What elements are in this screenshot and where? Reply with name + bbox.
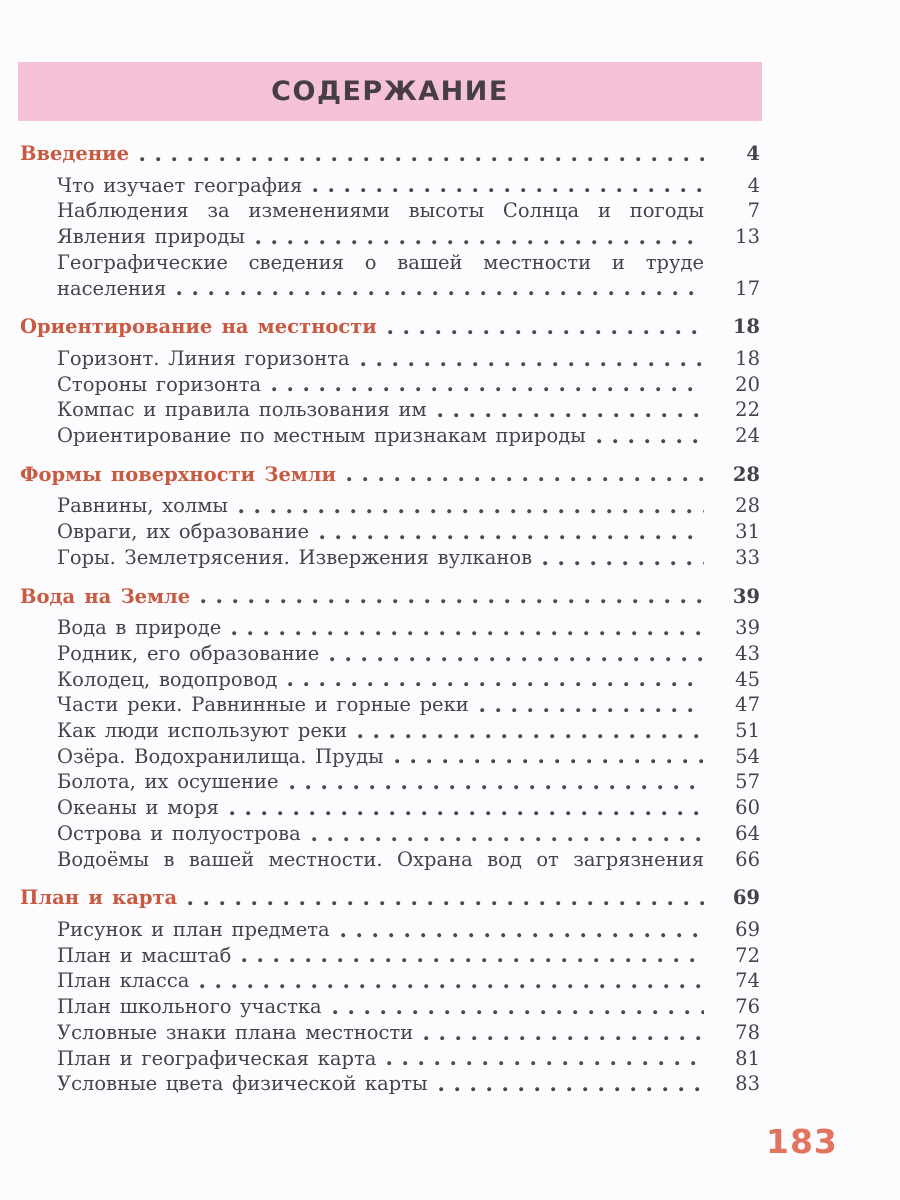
dot-leader [288, 769, 704, 795]
dot-leader [198, 968, 704, 994]
toc-item-title: План класса [57, 969, 190, 993]
toc-item-title: Стороны горизонта [57, 372, 262, 396]
dot-leader [595, 423, 704, 449]
toc-item-title: Горизонт. Линия горизонта [57, 346, 350, 370]
dot-leader [230, 615, 704, 641]
page-number: 24 [735, 424, 760, 448]
page-number: 45 [735, 667, 760, 691]
toc-item-title: Что изучает география [57, 173, 303, 197]
dot-leader [339, 917, 704, 943]
toc-item-row [20, 276, 760, 302]
dot-leader [356, 718, 704, 744]
toc-section-title: Введение [20, 142, 129, 165]
toc-item-title: Озёра. Водохранилища. Пруды [57, 744, 384, 768]
toc-item-row [20, 615, 760, 641]
page-number: 54 [735, 744, 760, 768]
toc-item-row [20, 198, 760, 224]
toc-item-row [20, 968, 760, 994]
page-number: 74 [735, 969, 760, 993]
toc-item-row [20, 1071, 760, 1097]
toc-item-title: Болота, их осушение [57, 770, 279, 794]
page-number: 4 [747, 173, 760, 197]
toc-section-title: Вода на Земле [20, 584, 191, 608]
page-number: 28 [735, 494, 760, 518]
toc-item-row [20, 994, 760, 1020]
toc-item-row [20, 847, 760, 873]
dot-leader [436, 397, 704, 423]
toc-item-row [20, 346, 760, 372]
toc-item-title: План и географическая карта [57, 1046, 377, 1070]
toc-section-row [20, 584, 760, 610]
toc-item-title: Равнины, холмы [57, 494, 228, 518]
dot-leader [311, 173, 704, 199]
toc-item-title: Условные цвета физической карты [57, 1072, 428, 1096]
toc-item-title: Океаны и моря [57, 796, 219, 820]
page-number: 72 [735, 943, 760, 967]
page-number: 60 [735, 796, 760, 820]
dot-leader [422, 1020, 704, 1046]
page-number: 13 [735, 225, 760, 249]
page-number: 66 [735, 847, 760, 871]
page-number: 20 [735, 372, 760, 396]
page-number: 78 [735, 1020, 760, 1044]
dot-leader [270, 372, 704, 398]
toc-section-row [20, 462, 760, 488]
dot-leader [254, 224, 704, 250]
toc-item-row [20, 769, 760, 795]
dot-leader [359, 346, 704, 372]
dot-leader [240, 943, 704, 969]
contents-banner [18, 62, 762, 121]
toc-item-title: Водоёмы в вашей местности. Охрана вод от загрязнения [57, 847, 704, 871]
page-number: 18 [735, 346, 760, 370]
toc-section-title: План и карта [20, 886, 178, 910]
page-number: 47 [735, 693, 760, 717]
toc-item-row [20, 493, 760, 519]
toc-item-title: Вода в природе [57, 616, 222, 640]
page-number: 76 [735, 995, 760, 1019]
toc-item-title: Как люди используют реки [57, 719, 348, 743]
toc-section-row [20, 141, 760, 167]
page-number: 43 [735, 641, 760, 665]
toc-item-title: План школьного участка [57, 995, 322, 1019]
page-number: 22 [735, 398, 760, 422]
toc-item-title: Овраги, их образование [57, 520, 309, 544]
toc-item-row [20, 641, 760, 667]
toc-item-row [20, 423, 760, 449]
toc-item-row [20, 744, 760, 770]
toc-item-title: Условные знаки плана местности [57, 1020, 414, 1044]
toc-item-row [20, 519, 760, 545]
page-number: 33 [735, 545, 760, 569]
toc-item-row [20, 545, 760, 571]
toc-item-row [20, 224, 760, 250]
toc-section-row [20, 314, 760, 340]
toc-item-title: населения [57, 276, 167, 300]
toc-item-row [20, 250, 760, 276]
dot-leader [345, 462, 704, 488]
toc-item-title: Части реки. Равнинные и горные реки [57, 693, 469, 717]
page-number: 39 [732, 584, 760, 608]
page-number: 83 [735, 1072, 760, 1096]
toc-item-title: План и масштаб [57, 943, 232, 967]
toc-item-title: Наблюдения за изменениями высоты Солнца и погоды [57, 199, 704, 223]
page-number: 17 [735, 276, 760, 300]
dot-leader [328, 641, 704, 667]
toc-item-title: Компас и правила пользования им [57, 398, 427, 422]
dot-leader [228, 795, 704, 821]
dot-leader [286, 667, 704, 693]
toc-item-row [20, 1046, 760, 1072]
toc-item-title: Рисунок и план предмета [57, 917, 330, 941]
toc-section-title: Формы поверхности Земли [20, 462, 337, 486]
page-number: 57 [735, 770, 760, 794]
toc-item-row [20, 917, 760, 943]
toc [20, 141, 760, 1097]
toc-item-title: Ориентирование по местным признакам природы [57, 424, 586, 448]
toc-item-row [20, 372, 760, 398]
toc-section-row [20, 885, 760, 911]
page-number: 4 [746, 142, 760, 165]
dot-leader [237, 493, 704, 519]
dot-leader [175, 276, 704, 302]
toc-item-row [20, 173, 760, 199]
toc-item-row [20, 667, 760, 693]
toc-item-title: Острова и полуострова [57, 821, 301, 845]
dot-leader [393, 744, 704, 770]
page-number: 51 [735, 719, 760, 743]
dot-leader [199, 584, 704, 610]
toc-item-title: Колодец, водопровод [57, 667, 278, 691]
toc-item-row [20, 718, 760, 744]
dot-leader [385, 1046, 704, 1072]
dot-leader [186, 885, 704, 911]
dot-leader [541, 545, 704, 571]
toc-item-row [20, 1020, 760, 1046]
toc-item-row [20, 397, 760, 423]
page-number: 69 [735, 917, 760, 941]
page-number: 69 [732, 886, 760, 910]
toc-item-row [20, 943, 760, 969]
toc-item-title: Явления природы [57, 225, 245, 249]
dot-leader [478, 692, 704, 718]
dot-leader [138, 141, 704, 167]
page-number: 39 [735, 616, 760, 640]
dot-leader [310, 821, 704, 847]
toc-item-row [20, 692, 760, 718]
toc-item-row [20, 795, 760, 821]
dot-leader [318, 519, 704, 545]
page-number: 31 [735, 520, 760, 544]
toc-item-title: Горы. Землетрясения. Извержения вулканов [57, 545, 533, 569]
toc-item-row [20, 821, 760, 847]
page-number: 81 [735, 1046, 760, 1070]
toc-section-title: Ориентирование на местности [20, 315, 377, 339]
page-number: 7 [747, 199, 760, 223]
toc-item-title: Географические сведения о вашей местности и труде [57, 250, 704, 274]
contents-title: СОДЕРЖАНИЕ [271, 76, 509, 107]
toc-item-title: Родник, его образование [57, 641, 320, 665]
dot-leader [331, 994, 704, 1020]
folio-page-number: 183 [766, 1122, 838, 1161]
page-number: 64 [735, 821, 760, 845]
dot-leader [437, 1071, 704, 1097]
dot-leader [386, 314, 704, 340]
page-number: 28 [732, 462, 760, 486]
page-number: 18 [732, 315, 760, 339]
